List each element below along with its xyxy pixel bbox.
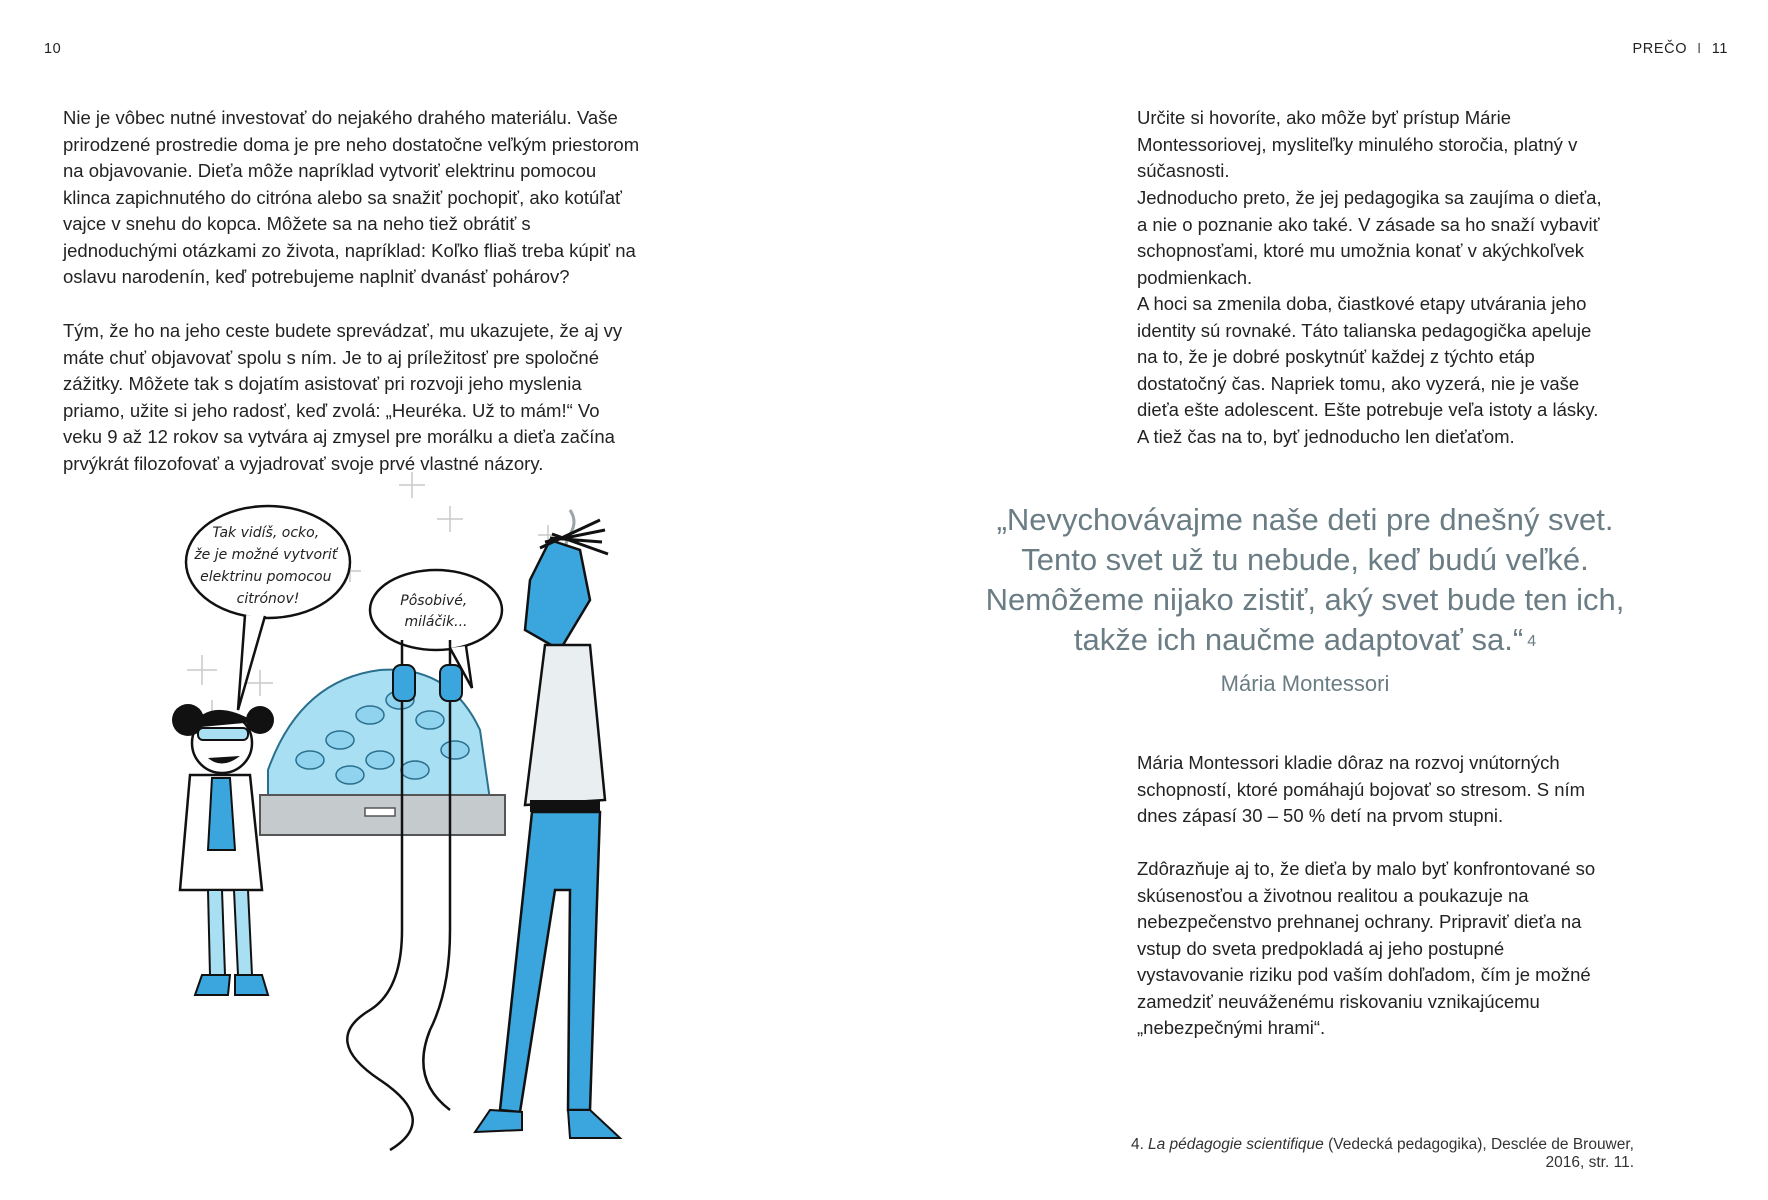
footnote <box>1114 1136 1634 1172</box>
bubble-father-line-1: Pôsobivé, <box>400 593 468 609</box>
right-paragraph-4: Mária Montessori kladie dôraz na rozvoj vnútorných schopností, ktoré pomáhajú bojovať so stresom. S ním dnes zápasí 30 – 50 % detí na prvom stupni. <box>1137 752 1586 826</box>
quote-line-4: takže ich naučme adaptovať sa.“ <box>1073 622 1524 657</box>
running-head-separator: I <box>1697 41 1702 57</box>
right-paragraph-3: A hoci sa zmenila doba, čiastkové etapy utvárania jeho identity sú rovnaké. Táto talianska pedagogička apeluje na to, že je dobré poskytnúť každej z týchto etáp dostatočný čas. Napriek tomu, ako vyzerá, nie je vaše dieťa ešte adolescent. Ešte potrebuje veľa istoty a lásky. A tiež čas na to, byť jednoducho len dieťaťom. <box>1137 293 1599 447</box>
quote-author: Mária Montessori <box>1220 671 1390 696</box>
page-number-left: 10 <box>44 41 62 57</box>
footnote-rest: (Vedecká pedagogika), Desclée de Brouwer, 2016, str. 11. <box>1323 1136 1634 1171</box>
pull-quote <box>980 500 1630 660</box>
page-number-right: 11 <box>1711 41 1728 57</box>
left-paragraph-2: Tým, že ho na jeho ceste budete sprevádzať, mu ukazujete, že aj vy máte chuť objavovať spolu s ním. Je to aj príležitosť pre spoločné zážitky. Môžete tak s dojatím asistovať pri rozvoji jeho myslenia priamo, užite si jeho radosť, keď zvolá: „Heuréka. Už to mám!“ Vo veku 9 až 12 rokov sa vytvára aj zmysel pre morálku a dieťa začína prvýkrát filozofovať a vyjadrovať svoje prvé vlastné názory. <box>63 320 623 474</box>
quote-footnote-ref: 4 <box>1527 633 1537 650</box>
footnote-number: 4. <box>1131 1136 1144 1153</box>
right-page <box>884 0 1768 1200</box>
footnote-title: La pédagogie scientifique <box>1147 1136 1324 1153</box>
right-paragraph-2: Jednoducho preto, že jej pedagogika sa zaujíma o dieťa, a nie o poznanie ako také. V zásade sa ho snaží vybaviť schopnosťami, ktoré mu umožnia konať v akýchkoľvek podmienkach. <box>1137 187 1602 288</box>
speech-bubble-child <box>186 506 350 710</box>
quote-line-1: „Nevychovávajme naše deti pre dnešný svet. <box>996 502 1614 537</box>
left-paragraph-1: Nie je vôbec nutné investovať do nejakého drahého materiálu. Vaše prirodzené prostredie doma je pre neho dostatočne veľkým priestorom na objavovanie. Dieťa môže napríklad vytvoriť elektrinu pomocou klinca zapichnutého do citróna alebo sa snažiť pochopiť, ako kotúľať vajce v snehu do kopca. Môžete sa na neho tiež obrátiť s jednoduchými otázkami zo života, napríklad: Koľko fliaš treba kúpiť na oslavu narodenín, keď potrebujeme naplniť dvanásť pohárov? <box>63 107 640 287</box>
child-figure <box>172 704 274 995</box>
running-head <box>1633 41 1728 57</box>
right-paragraph-1: Určite si hovoríte, ako môže byť prístup Márie Montessoriovej, mysliteľky minulého storočia, platný v súčasnosti. <box>1137 107 1578 181</box>
bubble-child-line-2: že je možné vytvoriť <box>194 547 338 563</box>
quote-line-2: Tento svet už tu nebude, keď budú veľké. <box>1021 542 1589 577</box>
quote-line-3: Nemôžeme nijako zistiť, aký svet bude ten ich, <box>985 582 1625 617</box>
table <box>260 795 505 835</box>
illustration-lemon-experiment <box>150 470 710 1170</box>
right-paragraph-5: Zdôrazňuje aj to, že dieťa by malo byť konfrontované so skúsenosťou a životnou realitou a poukazuje na nebezpečenstvo prehnanej ochrany. Pripraviť dieťa na vstup do sveta predpokladá aj jeho postupné vystavovanie riziku pod vaším dohľadom, čím je možné zamedziť neuváženému riskovaniu vznikajúcemu „nebezpečnými hrami“. <box>1137 858 1596 1038</box>
bubble-father-line-2: miláčik... <box>404 614 468 630</box>
running-head-title: PREČO <box>1632 41 1688 57</box>
bubble-child-line-4: citrónov! <box>236 591 300 607</box>
bubble-child-line-3: elektrinu pomocou <box>200 569 332 585</box>
bubble-child-line-1: Tak vidíš, ocko, <box>212 525 320 541</box>
